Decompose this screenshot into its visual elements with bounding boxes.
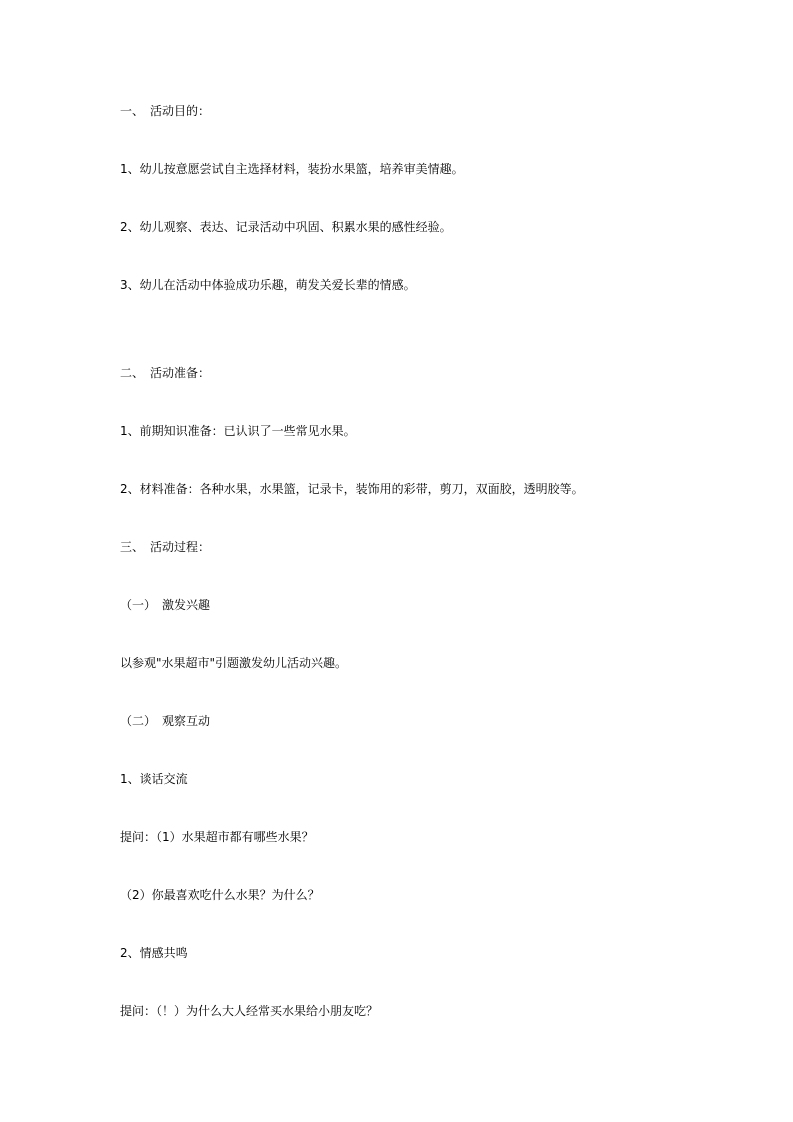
question-1: 提问：（1）水果超市都有哪些水果？ [120, 830, 314, 844]
subsection-heading-spark-interest: （一） 激发兴趣 [120, 598, 211, 612]
preparation-item-1: 1、前期知识准备：已认识了一些常见水果。 [120, 424, 356, 438]
section-heading-activity-preparation: 二、 活动准备： [120, 366, 211, 380]
paragraph-fruit-supermarket: 以参观"水果超市"引题激发幼儿活动兴趣。 [120, 656, 348, 670]
question-3: 提问：（！）为什么大人经常买水果给小朋友吃？ [120, 1004, 379, 1018]
goal-item-2: 2、幼儿观察、表达、记录活动中巩固、积累水果的感性经验。 [120, 220, 452, 234]
question-2: （2）你最喜欢吃什么水果？为什么？ [120, 888, 320, 902]
step-emotional-resonance: 2、情感共鸣 [120, 946, 188, 960]
preparation-item-2: 2、材料准备：各种水果，水果篮，记录卡，装饰用的彩带，剪刀，双面胶，透明胶等。 [120, 482, 584, 496]
step-conversation: 1、谈话交流 [120, 772, 188, 786]
subsection-heading-observe-interact: （二） 观察互动 [120, 714, 211, 728]
goal-item-1: 1、幼儿按意愿尝试自主选择材料，装扮水果篮，培养审美情趣。 [120, 162, 464, 176]
goal-item-3: 3、幼儿在活动中体验成功乐趣，萌发关爱长辈的情感。 [120, 278, 416, 292]
section-heading-activity-goals: 一、 活动目的： [120, 104, 211, 118]
section-heading-activity-process: 三、 活动过程： [120, 540, 211, 554]
